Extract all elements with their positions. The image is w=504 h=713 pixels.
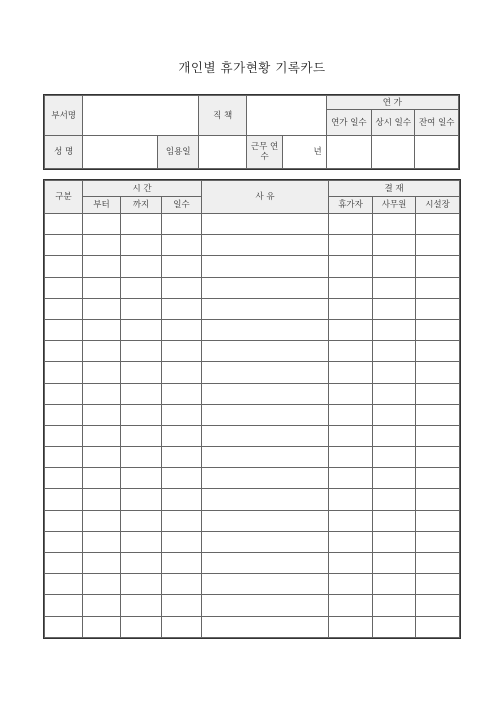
cell-to[interactable] xyxy=(121,341,162,362)
days-header: 일수 xyxy=(162,197,202,214)
cell-to[interactable] xyxy=(121,616,162,637)
cell-days[interactable] xyxy=(162,235,202,256)
annual-days-header: 연가 일수 xyxy=(326,110,371,136)
cell-to[interactable] xyxy=(121,531,162,552)
cell-clerk[interactable] xyxy=(373,235,416,256)
cell-applicant[interactable] xyxy=(329,362,373,383)
time-header: 시 간 xyxy=(83,181,202,197)
cell-to[interactable] xyxy=(121,553,162,574)
cell-clerk[interactable] xyxy=(373,468,416,489)
cell-reason[interactable] xyxy=(202,277,329,298)
cell-applicant[interactable] xyxy=(329,235,373,256)
service-years-label: 근무 연수 xyxy=(246,136,282,169)
hire-date-label: 임용일 xyxy=(158,136,199,169)
cell-applicant[interactable] xyxy=(329,256,373,277)
dept-label: 부서명 xyxy=(45,96,83,136)
cell-from[interactable] xyxy=(83,489,121,510)
cell-to[interactable] xyxy=(121,256,162,277)
cell-category[interactable] xyxy=(45,574,83,595)
cell-reason[interactable] xyxy=(202,383,329,404)
cell-to[interactable] xyxy=(121,489,162,510)
cell-applicant[interactable] xyxy=(329,404,373,425)
cell-clerk[interactable] xyxy=(373,447,416,468)
cell-category[interactable] xyxy=(45,214,83,235)
cell-applicant[interactable] xyxy=(329,595,373,616)
annual-leave-header: 연 가 xyxy=(326,96,458,110)
cell-clerk[interactable] xyxy=(373,425,416,446)
cell-reason[interactable] xyxy=(202,404,329,425)
cell-category[interactable] xyxy=(45,595,83,616)
cell-category[interactable] xyxy=(45,489,83,510)
cell-from[interactable] xyxy=(83,595,121,616)
cell-days[interactable] xyxy=(162,362,202,383)
table-row xyxy=(45,256,460,277)
cell-head[interactable] xyxy=(416,510,460,531)
cell-category[interactable] xyxy=(45,277,83,298)
cell-reason[interactable] xyxy=(202,425,329,446)
position-field[interactable] xyxy=(246,96,326,136)
table-row xyxy=(45,489,460,510)
cell-from[interactable] xyxy=(83,256,121,277)
cell-clerk[interactable] xyxy=(373,256,416,277)
cell-clerk[interactable] xyxy=(373,298,416,319)
cell-to[interactable] xyxy=(121,319,162,340)
cell-applicant[interactable] xyxy=(329,574,373,595)
cell-clerk[interactable] xyxy=(373,362,416,383)
cell-clerk[interactable] xyxy=(373,510,416,531)
cell-reason[interactable] xyxy=(202,489,329,510)
cell-days[interactable] xyxy=(162,319,202,340)
table-row xyxy=(45,341,460,362)
cell-to[interactable] xyxy=(121,404,162,425)
cell-head[interactable] xyxy=(416,362,460,383)
cell-applicant[interactable] xyxy=(329,489,373,510)
cell-clerk[interactable] xyxy=(373,531,416,552)
name-label: 성 명 xyxy=(45,136,83,169)
table-row xyxy=(45,553,460,574)
cell-head[interactable] xyxy=(416,574,460,595)
cell-reason[interactable] xyxy=(202,616,329,637)
cell-to[interactable] xyxy=(121,510,162,531)
remaining-days-field[interactable] xyxy=(415,136,459,169)
cell-reason[interactable] xyxy=(202,468,329,489)
cell-head[interactable] xyxy=(416,489,460,510)
table-row xyxy=(45,235,460,256)
years-unit: 년 xyxy=(313,147,322,157)
cell-reason[interactable] xyxy=(202,595,329,616)
table-row xyxy=(45,447,460,468)
remaining-days-header: 잔여 일수 xyxy=(415,110,459,136)
cell-reason[interactable] xyxy=(202,298,329,319)
cell-clerk[interactable] xyxy=(373,277,416,298)
approval-header: 결 재 xyxy=(329,181,460,197)
table-row xyxy=(45,404,460,425)
cell-reason[interactable] xyxy=(202,256,329,277)
cell-from[interactable] xyxy=(83,468,121,489)
cell-head[interactable] xyxy=(416,595,460,616)
table-row xyxy=(45,574,460,595)
cell-head[interactable] xyxy=(416,616,460,637)
table-row xyxy=(45,425,460,446)
cell-from[interactable] xyxy=(83,447,121,468)
cell-reason[interactable] xyxy=(202,574,329,595)
from-header: 부터 xyxy=(83,197,121,214)
reason-header: 사 유 xyxy=(202,181,329,214)
cell-head[interactable] xyxy=(416,425,460,446)
cell-head[interactable] xyxy=(416,404,460,425)
category-header: 구분 xyxy=(45,181,83,214)
annual-days-field[interactable] xyxy=(326,136,371,169)
cell-days[interactable] xyxy=(162,214,202,235)
cell-category[interactable] xyxy=(45,510,83,531)
table-row xyxy=(45,468,460,489)
cell-category[interactable] xyxy=(45,298,83,319)
cell-from[interactable] xyxy=(83,341,121,362)
cell-category[interactable] xyxy=(45,425,83,446)
cell-days[interactable] xyxy=(162,531,202,552)
cell-applicant[interactable] xyxy=(329,277,373,298)
cell-days[interactable] xyxy=(162,510,202,531)
cell-clerk[interactable] xyxy=(373,319,416,340)
cell-from[interactable] xyxy=(83,298,121,319)
cell-reason[interactable] xyxy=(202,510,329,531)
position-label: 직 책 xyxy=(199,96,246,136)
cell-from[interactable] xyxy=(83,319,121,340)
applicant-header: 휴가자 xyxy=(329,197,373,214)
cell-reason[interactable] xyxy=(202,447,329,468)
hire-date-field[interactable] xyxy=(199,136,246,169)
table-row xyxy=(45,510,460,531)
cell-from[interactable] xyxy=(83,553,121,574)
cell-category[interactable] xyxy=(45,447,83,468)
cell-from[interactable] xyxy=(83,531,121,552)
cell-from[interactable] xyxy=(83,404,121,425)
cell-days[interactable] xyxy=(162,447,202,468)
cell-clerk[interactable] xyxy=(373,489,416,510)
cell-applicant[interactable] xyxy=(329,319,373,340)
cell-applicant[interactable] xyxy=(329,553,373,574)
cell-category[interactable] xyxy=(45,341,83,362)
cell-applicant[interactable] xyxy=(329,616,373,637)
cell-days[interactable] xyxy=(162,256,202,277)
cell-clerk[interactable] xyxy=(373,616,416,637)
cell-category[interactable] xyxy=(45,553,83,574)
dept-field[interactable] xyxy=(83,96,199,136)
cell-days[interactable] xyxy=(162,489,202,510)
cell-clerk[interactable] xyxy=(373,404,416,425)
cell-category[interactable] xyxy=(45,235,83,256)
cell-days[interactable] xyxy=(162,425,202,446)
cell-from[interactable] xyxy=(83,510,121,531)
cell-days[interactable] xyxy=(162,383,202,404)
table-row xyxy=(45,362,460,383)
cell-head[interactable] xyxy=(416,319,460,340)
cell-from[interactable] xyxy=(83,214,121,235)
head-header: 시설장 xyxy=(416,197,460,214)
name-field[interactable] xyxy=(83,136,158,169)
table-row xyxy=(45,531,460,552)
service-years-field[interactable] xyxy=(283,136,326,169)
cell-days[interactable] xyxy=(162,574,202,595)
cell-category[interactable] xyxy=(45,468,83,489)
cell-from[interactable] xyxy=(83,277,121,298)
cell-reason[interactable] xyxy=(202,341,329,362)
cell-from[interactable] xyxy=(83,425,121,446)
cell-days[interactable] xyxy=(162,298,202,319)
cell-applicant[interactable] xyxy=(329,298,373,319)
to-header: 까지 xyxy=(121,197,162,214)
employee-info-table xyxy=(44,95,459,169)
cell-reason[interactable] xyxy=(202,553,329,574)
cell-applicant[interactable] xyxy=(329,510,373,531)
cell-applicant[interactable] xyxy=(329,383,373,404)
cell-category[interactable] xyxy=(45,616,83,637)
table-row xyxy=(45,298,460,319)
cell-category[interactable] xyxy=(45,404,83,425)
table-row xyxy=(45,319,460,340)
cell-category[interactable] xyxy=(45,319,83,340)
cell-head[interactable] xyxy=(416,214,460,235)
cell-head[interactable] xyxy=(416,277,460,298)
cell-head[interactable] xyxy=(416,298,460,319)
cell-to[interactable] xyxy=(121,214,162,235)
used-days-header: 상시 일수 xyxy=(372,110,415,136)
cell-clerk[interactable] xyxy=(373,214,416,235)
cell-to[interactable] xyxy=(121,362,162,383)
cell-reason[interactable] xyxy=(202,362,329,383)
cell-applicant[interactable] xyxy=(329,531,373,552)
cell-head[interactable] xyxy=(416,553,460,574)
cell-from[interactable] xyxy=(83,362,121,383)
cell-reason[interactable] xyxy=(202,235,329,256)
table-row xyxy=(45,616,460,637)
table-row xyxy=(45,595,460,616)
cell-head[interactable] xyxy=(416,468,460,489)
cell-to[interactable] xyxy=(121,383,162,404)
cell-from[interactable] xyxy=(83,574,121,595)
cell-days[interactable] xyxy=(162,468,202,489)
cell-reason[interactable] xyxy=(202,531,329,552)
cell-reason[interactable] xyxy=(202,319,329,340)
cell-applicant[interactable] xyxy=(329,214,373,235)
cell-reason[interactable] xyxy=(202,214,329,235)
table-row xyxy=(45,277,460,298)
cell-to[interactable] xyxy=(121,574,162,595)
cell-from[interactable] xyxy=(83,616,121,637)
cell-clerk[interactable] xyxy=(373,595,416,616)
cell-head[interactable] xyxy=(416,531,460,552)
cell-to[interactable] xyxy=(121,277,162,298)
table-row xyxy=(45,214,460,235)
cell-category[interactable] xyxy=(45,531,83,552)
cell-category[interactable] xyxy=(45,383,83,404)
cell-applicant[interactable] xyxy=(329,425,373,446)
used-days-field[interactable] xyxy=(372,136,415,169)
cell-clerk[interactable] xyxy=(373,553,416,574)
cell-clerk[interactable] xyxy=(373,383,416,404)
cell-to[interactable] xyxy=(121,447,162,468)
cell-to[interactable] xyxy=(121,595,162,616)
leave-log-table xyxy=(44,180,460,638)
cell-applicant[interactable] xyxy=(329,447,373,468)
table-row xyxy=(45,383,460,404)
cell-days[interactable] xyxy=(162,553,202,574)
cell-head[interactable] xyxy=(416,341,460,362)
cell-days[interactable] xyxy=(162,341,202,362)
cell-category[interactable] xyxy=(45,256,83,277)
cell-category[interactable] xyxy=(45,362,83,383)
cell-days[interactable] xyxy=(162,277,202,298)
cell-from[interactable] xyxy=(83,383,121,404)
cell-from[interactable] xyxy=(83,235,121,256)
clerk-header: 사무원 xyxy=(373,197,416,214)
cell-head[interactable] xyxy=(416,256,460,277)
cell-to[interactable] xyxy=(121,235,162,256)
page-title: 개인별 휴가현황 기록카드 xyxy=(178,60,326,75)
cell-days[interactable] xyxy=(162,404,202,425)
cell-head[interactable] xyxy=(416,447,460,468)
cell-clerk[interactable] xyxy=(373,574,416,595)
cell-clerk[interactable] xyxy=(373,341,416,362)
cell-head[interactable] xyxy=(416,235,460,256)
cell-to[interactable] xyxy=(121,298,162,319)
cell-to[interactable] xyxy=(121,425,162,446)
cell-days[interactable] xyxy=(162,595,202,616)
leave-log-body xyxy=(45,214,460,638)
cell-to[interactable] xyxy=(121,468,162,489)
cell-applicant[interactable] xyxy=(329,341,373,362)
cell-head[interactable] xyxy=(416,383,460,404)
cell-days[interactable] xyxy=(162,616,202,637)
cell-applicant[interactable] xyxy=(329,468,373,489)
